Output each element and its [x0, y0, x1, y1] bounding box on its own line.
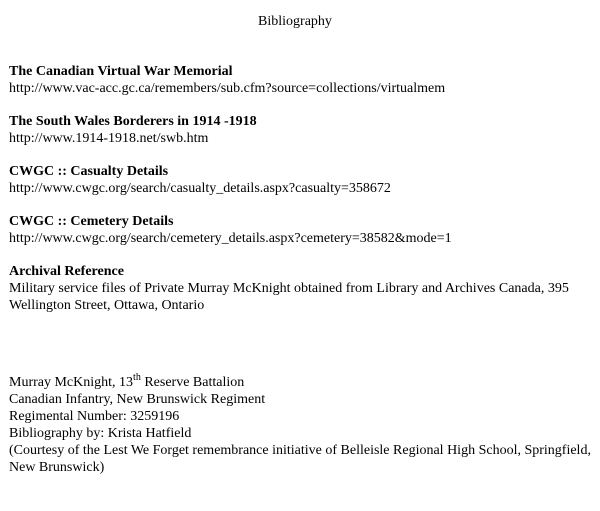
regimental-number: Regimental Number: 3259196 — [9, 409, 180, 424]
entry-url: http://www.vac-acc.gc.ca/remembers/sub.cfm?source=collections/virtualmem — [9, 81, 446, 96]
page-title: Bibliography — [258, 14, 332, 29]
bibliography-list — [9, 63, 594, 330]
bibliography-entry — [9, 163, 594, 197]
entry-title: The South Wales Borderers in 1914 -1918 — [9, 114, 257, 129]
entry-title: The Canadian Virtual War Memorial — [9, 64, 233, 79]
soldier-details — [9, 374, 594, 476]
ordinal-suffix: th — [133, 372, 141, 383]
entry-title: CWGC :: Casualty Details — [9, 164, 169, 179]
author-credit: Bibliography by: Krista Hatfield — [9, 426, 192, 441]
entry-url: http://www.cwgc.org/search/casualty_details.aspx?casualty=358672 — [9, 181, 391, 196]
courtesy-note: (Courtesy of the Lest We Forget remembrance initiative of Belleisle Regional High School, Springfield, New Brunswick) — [9, 443, 591, 475]
entry-description: Military service files of Private Murray McKnight obtained from Library and Archives Canada, 395 Wellington Street, Ottawa, Ontario — [9, 281, 569, 313]
bibliography-entry — [9, 63, 594, 97]
entry-url: http://www.1914-1918.net/swb.htm — [9, 131, 209, 146]
entry-title: CWGC :: Cemetery Details — [9, 214, 174, 229]
soldier-battalion: Reserve Battalion — [140, 375, 245, 390]
bibliography-entry — [9, 263, 594, 314]
soldier-name-prefix: Murray McKnight, 13 — [9, 375, 134, 390]
entry-title: Archival Reference — [9, 264, 124, 279]
bibliography-entry — [9, 113, 594, 147]
entry-url: http://www.cwgc.org/search/cemetery_details.aspx?cemetery=38582&mode=1 — [9, 231, 452, 246]
bibliography-entry — [9, 213, 594, 247]
soldier-name-line — [9, 374, 594, 391]
soldier-unit: Canadian Infantry, New Brunswick Regiment — [9, 392, 266, 407]
